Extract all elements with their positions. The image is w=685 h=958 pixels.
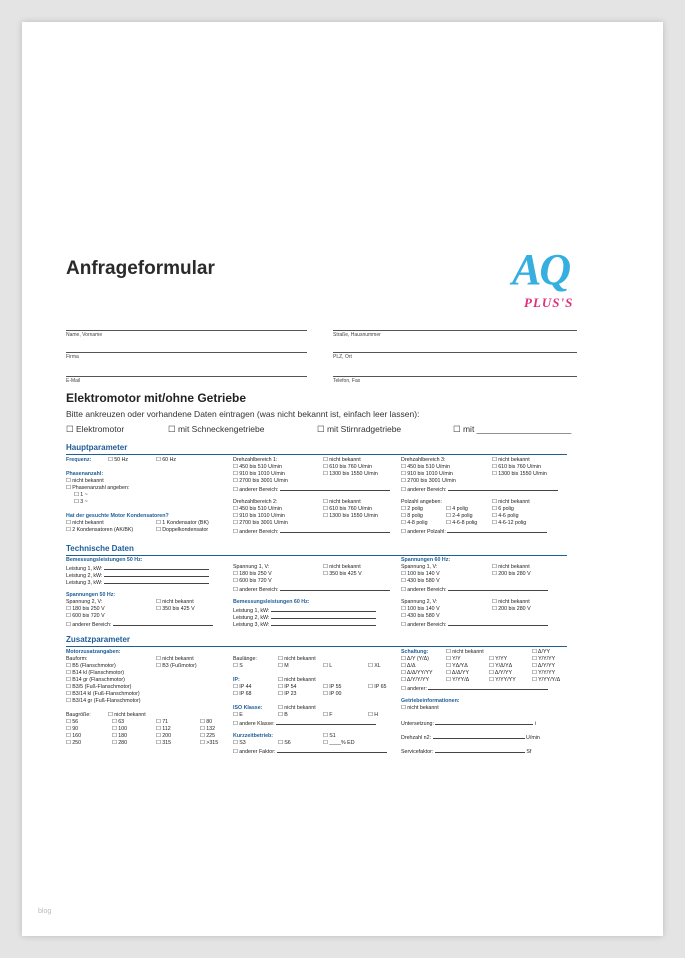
page-title: Anfrageformular	[66, 258, 215, 279]
size-180[interactable]: ☐ 180	[112, 733, 128, 739]
logo-subtitle: PLUS'S	[524, 295, 574, 310]
conn-r4c2[interactable]: ☐ Y/YY/Δ	[446, 677, 470, 683]
iso-b[interactable]: ☐ B	[278, 712, 288, 718]
b14kl-checkbox[interactable]: ☐ B14 kl (Flanschmotor)	[66, 670, 125, 676]
size-315[interactable]: ☐ 315	[156, 740, 172, 746]
freq-50-checkbox[interactable]: ☐ 50 Hz	[108, 457, 129, 463]
conn-d-yy[interactable]: ☐ Δ/YY	[532, 649, 551, 655]
size-90[interactable]: ☐ 90	[66, 726, 79, 732]
v50-volt-label: Spannung 2, V:	[66, 599, 103, 605]
speed1-unknown[interactable]: ☐ nicht bekannt	[323, 457, 361, 463]
v60b-unknown[interactable]: ☐ nicht bekannt	[492, 599, 530, 605]
form-heading: Elektromotor mit/ohne Getriebe	[66, 391, 247, 405]
conn-r3c4[interactable]: ☐ Y/Y/YY	[532, 670, 556, 676]
logo-letters: AQ	[512, 245, 570, 294]
poles-unknown[interactable]: ☐ nicht bekannt	[492, 499, 530, 505]
p3-label: Leistung 3, kW:	[66, 580, 103, 586]
speed2-unknown[interactable]: ☐ nicht bekannt	[323, 499, 361, 505]
size-unknown[interactable]: ☐ nicht bekannt	[108, 712, 146, 718]
speed1-r3[interactable]: ☐ 910 bis 1010 U/min	[233, 471, 285, 477]
freq-60-checkbox[interactable]: ☐ 60 Hz	[156, 457, 177, 463]
size-80[interactable]: ☐ 80	[200, 719, 213, 725]
service-input[interactable]	[435, 747, 525, 753]
length-m[interactable]: ☐ M	[278, 663, 289, 669]
v60-unknown[interactable]: ☐ nicht bekannt	[492, 564, 530, 570]
conn-r3c1[interactable]: ☐ Δ/Δ/YY/YY	[401, 670, 433, 676]
poles-4-8[interactable]: ☐ 4-8 polig	[401, 520, 428, 526]
gear-unknown[interactable]: ☐ nicht bekannt	[401, 705, 439, 711]
v60b-volt-label: Spannung 2, V:	[401, 599, 438, 605]
poles-2[interactable]: ☐ 2 polig	[401, 506, 423, 512]
ratio-input[interactable]	[435, 719, 533, 725]
speed1-r5[interactable]: ☐ 2700 bis 3001 U/min	[233, 478, 288, 484]
length-s[interactable]: ☐ S	[233, 663, 243, 669]
cap-double-checkbox[interactable]: ☐ Doppelkondensator	[156, 527, 209, 533]
v60-other[interactable]: ☐ anderer Bereich:	[401, 587, 447, 593]
ip44-checkbox[interactable]: ☐ IP 44	[233, 684, 252, 690]
poles-4-6-12[interactable]: ☐ 4-6-12 polig	[492, 520, 527, 526]
conn-r2c3[interactable]: ☐ Y/Δ/YΔ	[489, 663, 513, 669]
iso-other[interactable]: ☐ andere Klasse:	[233, 721, 275, 727]
speed1-r4[interactable]: ☐ 1300 bis 1550 U/min	[323, 471, 378, 477]
motor-extra-label: Motorzusatzangaben:	[66, 649, 121, 655]
s6-checkbox[interactable]: ☐ S6	[278, 740, 291, 746]
length-xl[interactable]: ☐ XL	[368, 663, 381, 669]
conn-r2c4[interactable]: ☐ Δ/Y/YY	[532, 663, 556, 669]
poles-label: Polzahl angeben:	[401, 499, 442, 505]
v60-b[interactable]: ☐ 200 bis 280 V	[492, 571, 531, 577]
v50-label: Spannungen 50 Hz:	[66, 592, 116, 598]
phase-1-checkbox[interactable]: ☐ 1 ~	[74, 492, 88, 498]
phone-field-label: Telefon, Fax	[333, 378, 361, 384]
conn-r3c3[interactable]: ☐ Δ/Y/YY	[489, 670, 513, 676]
v60-label: Spannungen 60 Hz:	[401, 557, 451, 563]
speed1-label: Drehzahlbereich 1:	[233, 457, 278, 463]
v60-c[interactable]: ☐ 430 bis 580 V	[401, 578, 440, 584]
v50-c[interactable]: ☐ 600 bis 720 V	[66, 613, 105, 619]
size-56[interactable]: ☐ 56	[66, 719, 79, 725]
intro-text: Bitte ankreuzen oder vorhandene Daten eintragen (was nicht bekannt ist, einfach leer lassen):	[66, 409, 420, 419]
size-112[interactable]: ☐ 112	[156, 726, 171, 732]
option-electric-motor[interactable]: ☐ Elektromotor	[66, 424, 125, 434]
poles-4-6-8[interactable]: ☐ 4-6-8 polig	[446, 520, 478, 526]
s3-checkbox[interactable]: ☐ S3	[233, 740, 246, 746]
iso-h[interactable]: ☐ H	[368, 712, 379, 718]
b14gr-checkbox[interactable]: ☐ B14 gr (Flanschmotor)	[66, 677, 125, 683]
connection-label: Schaltung:	[401, 649, 429, 655]
speed2-r4[interactable]: ☐ 1300 bis 1550 U/min	[323, 513, 378, 519]
phase-3-checkbox[interactable]: ☐ 3 ~	[74, 499, 88, 505]
poles-6[interactable]: ☐ 6 polig	[492, 506, 514, 512]
size-100[interactable]: ☐ 100	[112, 726, 128, 732]
section-main-params: Hauptparameter	[66, 443, 128, 452]
gear-info-label: Getriebeinformationen:	[401, 698, 460, 704]
section-extra-params: Zusatzparameter	[66, 635, 131, 644]
conn-r4c3[interactable]: ☐ Y/YY/YY	[489, 677, 516, 683]
r60-p2-label: Leistung 2, kW:	[233, 615, 270, 621]
size-160[interactable]: ☐ 160	[66, 733, 82, 739]
option-spur-gear[interactable]: ☐ mit Stirnradgetriebe	[317, 424, 402, 434]
length-l[interactable]: ☐ L	[323, 663, 333, 669]
b314gr-checkbox[interactable]: ☐ B3/14 gr (Fuß-Flanschmotor)	[66, 698, 141, 704]
street-field-label: Straße, Hausnummer	[333, 332, 381, 338]
conn-r3c2[interactable]: ☐ Δ/Δ/YY	[446, 670, 470, 676]
email-field-label: E-Mail	[66, 378, 81, 384]
option-other[interactable]: ☐ mit ____________________	[453, 424, 572, 434]
conn-other[interactable]: ☐ anderer:	[401, 686, 427, 692]
b5-checkbox[interactable]: ☐ B5 (Flanschmotor)	[66, 663, 116, 669]
bauform-label: Bauform:	[66, 656, 88, 662]
poles-8[interactable]: ☐ 8 polig	[401, 513, 423, 519]
volt1-a[interactable]: ☐ 180 bis 250 V	[233, 571, 272, 577]
ip-label: IP:	[233, 677, 240, 683]
volt1-label: Spannung 1, V:	[233, 564, 270, 570]
n2-input[interactable]	[433, 733, 525, 739]
city-field-label: PLZ, Ort	[333, 354, 352, 360]
bauform-unknown[interactable]: ☐ nicht bekannt	[156, 656, 194, 662]
v60b-other[interactable]: ☐ anderer Bereich:	[401, 622, 447, 628]
ip55-checkbox[interactable]: ☐ IP 55	[323, 684, 342, 690]
speed1-r2[interactable]: ☐ 610 bis 760 U/min	[323, 464, 372, 470]
v50-a[interactable]: ☐ 180 bis 250 V	[66, 606, 105, 612]
size-200[interactable]: ☐ 200	[156, 733, 172, 739]
size-71[interactable]: ☐ 71	[156, 719, 169, 725]
conn-r2c2[interactable]: ☐ YΔ/YΔ	[446, 663, 468, 669]
s1-checkbox[interactable]: ☐ S1	[323, 733, 336, 739]
ip65-checkbox[interactable]: ☐ IP 65	[368, 684, 387, 690]
ip68-checkbox[interactable]: ☐ IP 68	[233, 691, 252, 697]
p1-input[interactable]	[104, 564, 209, 570]
conn-r4c4[interactable]: ☐ Y/YY/Y/Δ	[532, 677, 561, 683]
volt1-b[interactable]: ☐ 350 bis 425 V	[323, 571, 362, 577]
speed2-r1[interactable]: ☐ 450 bis 510 U/min	[233, 506, 282, 512]
r60-p1-label: Leistung 1, kW:	[233, 608, 270, 614]
speed2-r5[interactable]: ☐ 2700 bis 3001 U/min	[233, 520, 288, 526]
speed1-r1[interactable]: ☐ 450 bis 510 U/min	[233, 464, 282, 470]
phase-specify-checkbox[interactable]: ☐ Phasenanzahl angeben:	[66, 485, 130, 491]
volt1-c[interactable]: ☐ 600 bis 720 V	[233, 578, 272, 584]
v50-unknown[interactable]: ☐ nicht bekannt	[156, 599, 194, 605]
phase-unknown-checkbox[interactable]: ☐ nicht bekannt	[66, 478, 104, 484]
ratio-unit: i	[534, 721, 537, 727]
r60-p3-label: Leistung 3, kW:	[233, 622, 270, 628]
speed3-label: Drehzahlbereich 3:	[401, 457, 446, 463]
ip-unknown[interactable]: ☐ nicht bekannt	[278, 677, 316, 683]
option-worm-gear[interactable]: ☐ mit Schneckengetriebe	[168, 424, 265, 434]
speed2-other[interactable]: ☐ anderer Bereich:	[233, 529, 279, 535]
v60b-c[interactable]: ☐ 430 bis 580 V	[401, 613, 440, 619]
v60b-b[interactable]: ☐ 200 bis 280 V	[492, 606, 531, 612]
speed3-other[interactable]: ☐ anderer Bereich:	[401, 487, 447, 493]
speed3-unknown[interactable]: ☐ nicht bekannt	[492, 457, 530, 463]
size-225[interactable]: ☐ 225	[200, 733, 216, 739]
speed3-r4[interactable]: ☐ 1300 bis 1550 U/min	[492, 471, 547, 477]
frequency-label: Frequenz:	[66, 457, 92, 463]
size-label: Baugröße:	[66, 712, 91, 718]
ip54-checkbox[interactable]: ☐ IP 54	[278, 684, 297, 690]
section-tech-data: Technische Daten	[66, 544, 134, 553]
poles-other[interactable]: ☐ anderer Polzahl:	[401, 529, 446, 535]
cap-1-checkbox[interactable]: ☐ 1 Kondensator (BK)	[156, 520, 209, 526]
b3-checkbox[interactable]: ☐ B3 (Fußmotor)	[156, 663, 197, 669]
v60-a[interactable]: ☐ 100 bis 140 V	[401, 571, 440, 577]
size-gt315[interactable]: ☐ >315	[200, 740, 219, 746]
iso-f[interactable]: ☐ F	[323, 712, 333, 718]
v50-other[interactable]: ☐ anderer Bereich:	[66, 622, 112, 628]
p2-input[interactable]	[104, 571, 209, 577]
cap-unknown-checkbox[interactable]: ☐ nicht bekannt	[66, 520, 104, 526]
company-field-label: Firma	[66, 354, 79, 360]
s-ed-checkbox[interactable]: ☐ ____% ED	[323, 740, 355, 746]
conn-r1c3[interactable]: ☐ Y/YY	[489, 656, 508, 662]
ip23-checkbox[interactable]: ☐ IP 23	[278, 691, 297, 697]
service-label: Servicefaktor:	[401, 749, 434, 755]
iso-unknown[interactable]: ☐ nicht bekannt	[278, 705, 316, 711]
capacitor-label: Hat der gesuchte Motor Kondensatoren?	[66, 513, 169, 519]
conn-r1c2[interactable]: ☐ Y/Y	[446, 656, 461, 662]
conn-r1c1[interactable]: ☐ Δ/Y (Y/Δ)	[401, 656, 429, 662]
cap-2-checkbox[interactable]: ☐ 2 Kondensatoren (AK/BK)	[66, 527, 134, 533]
volt1-other[interactable]: ☐ anderer Bereich:	[233, 587, 279, 593]
speed1-other[interactable]: ☐ anderer Bereich:	[233, 487, 279, 493]
size-250[interactable]: ☐ 250	[66, 740, 82, 746]
v60-volt-label: Spannung 1, V:	[401, 564, 438, 570]
volt1-unknown[interactable]: ☐ nicht bekannt	[323, 564, 361, 570]
rated50-label: Bemessungsleistungen 50 Hz:	[66, 557, 143, 563]
n2-label: Drehzahl n2:	[401, 735, 432, 741]
conn-r4c1[interactable]: ☐ Δ/Y/Y/YY	[401, 677, 430, 683]
v60b-a[interactable]: ☐ 100 bis 140 V	[401, 606, 440, 612]
v50-b[interactable]: ☐ 350 bis 425 V	[156, 606, 195, 612]
rated60-label: Bemessungsleistungen 60 Hz:	[233, 599, 310, 605]
conn-unknown[interactable]: ☐ nicht bekannt	[446, 649, 484, 655]
b314kl-checkbox[interactable]: ☐ B3/14 kl (Fuß-Flanschmotor)	[66, 691, 140, 697]
size-132[interactable]: ☐ 132	[200, 726, 216, 732]
speed3-r5[interactable]: ☐ 2700 bis 3001 U/min	[401, 478, 456, 484]
iso-e[interactable]: ☐ E	[233, 712, 243, 718]
form-sheet	[22, 22, 663, 936]
speed2-r2[interactable]: ☐ 610 bis 760 U/min	[323, 506, 372, 512]
p3-input[interactable]	[104, 578, 209, 584]
phase-label: Phasenanzahl:	[66, 471, 104, 477]
service-unit: Sf	[526, 749, 532, 755]
company-logo	[508, 246, 588, 316]
watermark: blog	[38, 908, 52, 915]
length-unknown[interactable]: ☐ nicht bekannt	[278, 656, 316, 662]
length-label: Baulänge:	[233, 656, 257, 662]
name-field-label: Name, Vorname	[66, 332, 103, 338]
ip00-checkbox[interactable]: ☐ IP 00	[323, 691, 342, 697]
iso-label: ISO Klasse:	[233, 705, 263, 711]
speed2-label: Drehzahlbereich 2:	[233, 499, 278, 505]
size-280[interactable]: ☐ 280	[112, 740, 128, 746]
speed3-r1[interactable]: ☐ 450 bis 510 U/min	[401, 464, 450, 470]
poles-4[interactable]: ☐ 4 polig	[446, 506, 468, 512]
speed2-r3[interactable]: ☐ 910 bis 1010 U/min	[233, 513, 285, 519]
speed3-r2[interactable]: ☐ 610 bis 760 U/min	[492, 464, 541, 470]
size-63[interactable]: ☐ 63	[112, 719, 125, 725]
ratio-label: Untersetzung:	[401, 721, 434, 727]
speed3-r3[interactable]: ☐ 910 bis 1010 U/min	[401, 471, 453, 477]
conn-r1c4[interactable]: ☐ Y/Y/YY	[532, 656, 556, 662]
poles-2-4[interactable]: ☐ 2-4 polig	[446, 513, 473, 519]
p2-label: Leistung 2, kW:	[66, 573, 103, 579]
poles-4-6[interactable]: ☐ 4-6 polig	[492, 513, 519, 519]
conn-r2c1[interactable]: ☐ Δ/Δ	[401, 663, 416, 669]
b35-checkbox[interactable]: ☐ B3/5 (Fuß-Flanschmotor)	[66, 684, 132, 690]
p1-label: Leistung 1, kW:	[66, 566, 103, 572]
n2-unit: U/min	[526, 735, 540, 741]
factor-other[interactable]: ☐ anderer Faktor:	[233, 749, 276, 755]
short-duty-label: Kurzzeitbetrieb:	[233, 733, 274, 739]
